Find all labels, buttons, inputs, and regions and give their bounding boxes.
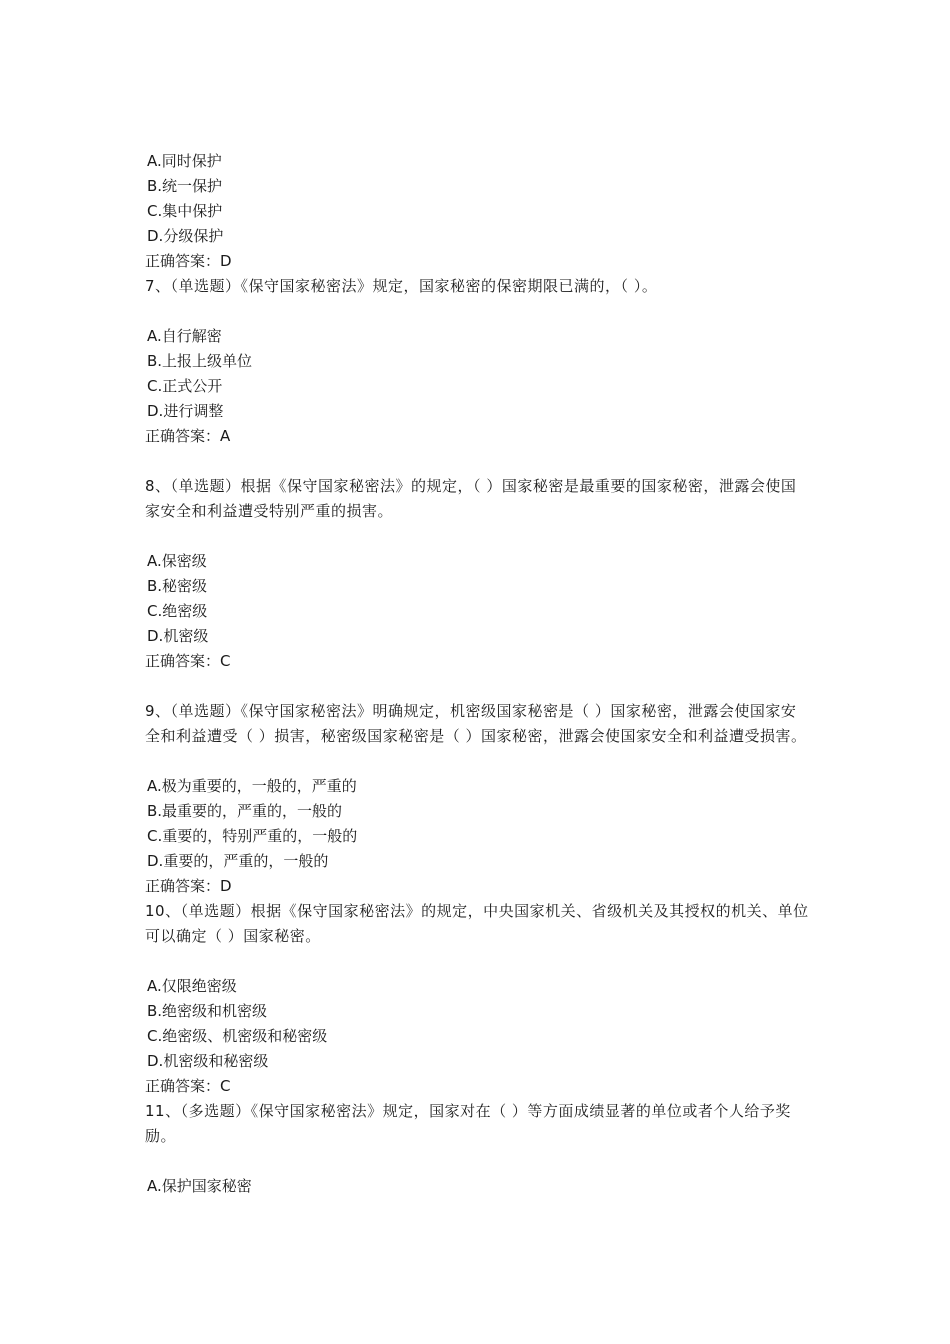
q7-answer: 正确答案：A [145,427,231,445]
q7-option-b: B.上报上级单位 [147,352,253,370]
q9-option-b: B.最重要的，严重的，一般的 [147,802,343,820]
q8-question: 8、（单选题）根据《保守国家秘密法》的规定，（ ）国家秘密是最重要的国家秘密，泄露会使国家安全和利益遭受特别严重的损害。 [145,477,797,520]
q6-option-b: B.统一保护 [147,177,223,195]
q8-option-b: B.秘密级 [147,577,208,595]
spacer [145,749,810,774]
q11-option-a: A.保护国家秘密 [147,1177,252,1195]
q6-answer: 正确答案：D [145,252,232,270]
q7-option-d: D.进行调整 [147,402,224,420]
q8-option-d: D.机密级 [147,627,209,645]
q10-option-a: A.仅限绝密级 [147,977,237,995]
document-content [145,149,810,1199]
q6-option-d: D.分级保护 [147,227,224,245]
q9-question: 9、（单选题）《保守国家秘密法》明确规定，机密级国家秘密是（ ）国家秘密，泄露会使国家安全和利益遭受（ ）损害，秘密级国家秘密是（ ）国家秘密，泄露会使国家安全和利益遭受损害。 [145,702,807,745]
spacer [145,949,810,974]
spacer [145,524,810,549]
q8-answer: 正确答案：C [145,652,231,670]
q9-answer: 正确答案：D [145,877,232,895]
q11-question: 11、（多选题）《保守国家秘密法》规定，国家对在（ ）等方面成绩显著的单位或者个人给予奖励。 [145,1102,791,1145]
q9-option-c: C.重要的，特别严重的，一般的 [147,827,358,845]
q10-answer: 正确答案：C [145,1077,231,1095]
spacer [145,299,810,324]
q10-option-c: C.绝密级、机密级和秘密级 [147,1027,328,1045]
q7-question: 7、（单选题）《保守国家秘密法》规定，国家秘密的保密期限已满的，（ ）。 [145,277,658,295]
q8-option-c: C.绝密级 [147,602,208,620]
q6-option-a: A.同时保护 [147,152,222,170]
q8-option-a: A.保密级 [147,552,207,570]
q7-option-a: A.自行解密 [147,327,222,345]
spacer [145,674,810,699]
q10-option-b: B.绝密级和机密级 [147,1002,268,1020]
q9-option-a: A.极为重要的，一般的，严重的 [147,777,357,795]
spacer [145,1149,810,1174]
spacer [145,449,810,474]
q10-question: 10、（单选题）根据《保守国家秘密法》的规定，中央国家机关、省级机关及其授权的机关、单位可以确定（ ）国家秘密。 [145,902,809,945]
q10-option-d: D.机密级和秘密级 [147,1052,269,1070]
q6-option-c: C.集中保护 [147,202,223,220]
q7-option-c: C.正式公开 [147,377,223,395]
q9-option-d: D.重要的，严重的，一般的 [147,852,329,870]
